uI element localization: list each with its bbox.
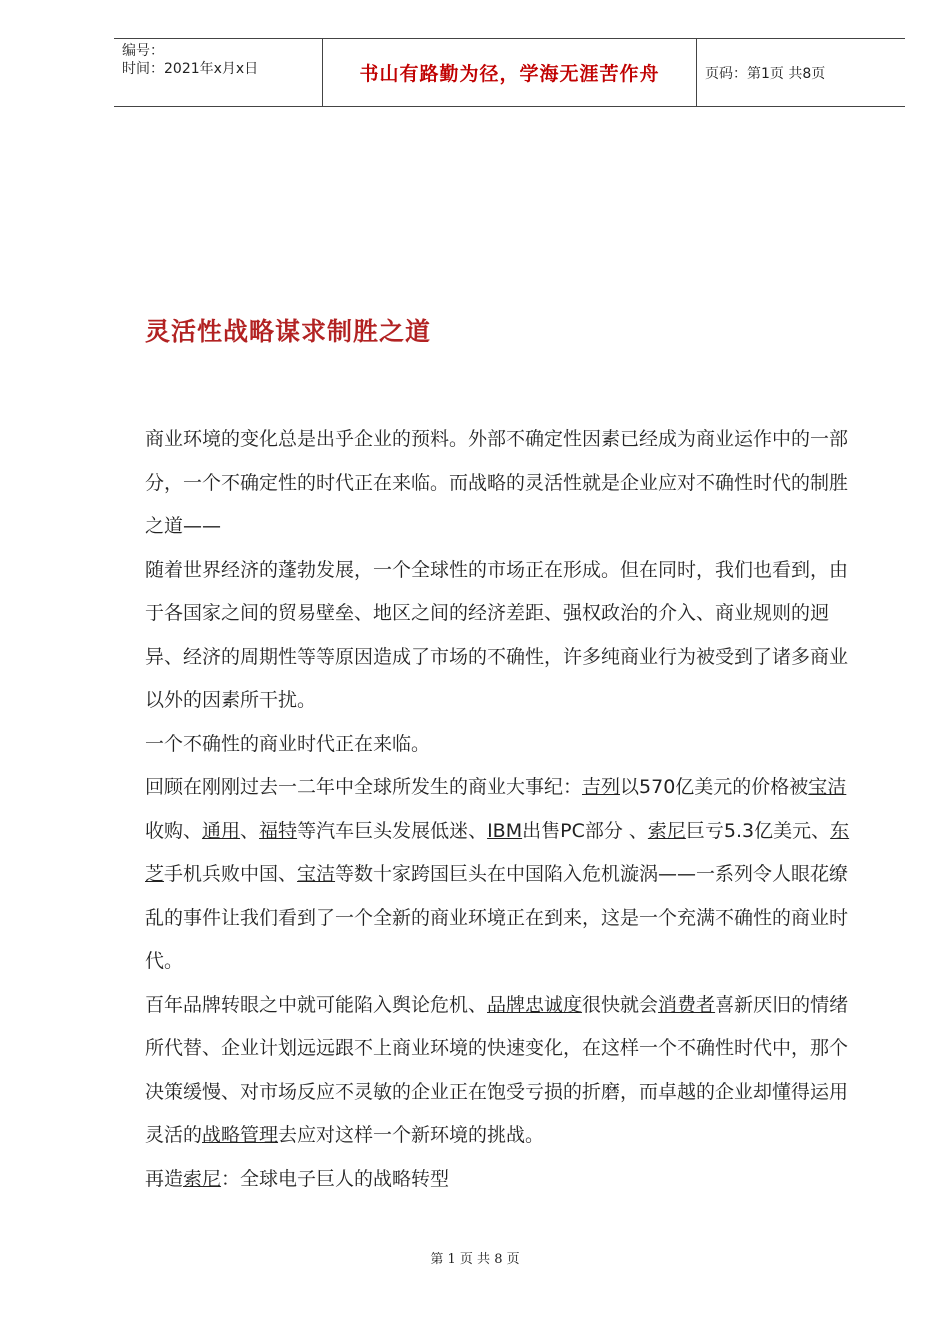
header-page-info-cell bbox=[697, 39, 906, 107]
document-body bbox=[145, 418, 865, 1201]
paragraph-text: 收购、 bbox=[145, 819, 203, 842]
header-page-info: 页码：第1页 共8页 bbox=[705, 65, 826, 82]
body-paragraph bbox=[145, 549, 865, 723]
keyword-link[interactable]: 通用 bbox=[202, 819, 241, 842]
keyword-link[interactable]: 宝洁 bbox=[808, 776, 847, 798]
keyword-link[interactable]: IBM bbox=[487, 819, 523, 842]
paragraph-text: 手机兵败中国、 bbox=[164, 863, 298, 885]
paragraph-text: 喜新厌旧的情绪所代替、企业计划远远跟不上商业环境的快速变化，在这样一个不确性时代中，那个决策缓慢、对市场反应不灵敏的企业正在饱受亏损的折磨，而卓越的企业却懂得运用灵活的 bbox=[145, 993, 849, 1146]
body-paragraph bbox=[145, 766, 865, 984]
paragraph-text: 再造 bbox=[145, 1167, 184, 1190]
keyword-link[interactable]: 消费者 bbox=[658, 993, 716, 1016]
page-footer: 第 1 页 共 8 页 bbox=[430, 1252, 520, 1267]
body-paragraph bbox=[145, 1158, 865, 1202]
paragraph-text: 百年品牌转眼之中就可能陷入舆论危机、 bbox=[145, 993, 488, 1016]
paragraph-text: 去应对这样一个新环境的挑战。 bbox=[278, 1124, 545, 1146]
keyword-link[interactable]: 战略管理 bbox=[202, 1124, 279, 1146]
keyword-link[interactable]: 宝洁 bbox=[297, 863, 336, 885]
paragraph-text: 回顾在刚刚过去一二年中全球所发生的商业大事纪： bbox=[145, 776, 583, 798]
document-title: 灵活性战略谋求制胜之道 bbox=[145, 317, 432, 346]
header-meta bbox=[114, 39, 323, 107]
keyword-link[interactable]: 品牌忠诚度 bbox=[487, 993, 583, 1016]
paragraph-text: ：全球电子巨人的战略转型 bbox=[221, 1167, 450, 1190]
keyword-link[interactable]: 索尼 bbox=[647, 819, 686, 842]
paragraph-text: 商业环境的变化总是出乎企业的预料。外部不确定性因素已经成为商业运作中的一部分，一个不确定性的时代正在来临。而战略的灵活性就是企业应对不确性时代的制胜之道—— bbox=[145, 428, 849, 537]
keyword-link[interactable]: 福特 bbox=[259, 819, 298, 842]
paragraph-text: 等数十家跨国巨头在中国陷入危机漩涡——一系列令人眼花缭乱的事件让我们看到了一个全新的商业环境正在到来，这是一个充满不确性的商业时代。 bbox=[145, 863, 849, 972]
paragraph-text: 随着世界经济的蓬勃发展，一个全球性的市场正在形成。但在同时，我们也看到，由于各国家之间的贸易壁垒、地区之间的经济差距、强权政治的介入、商业规则的迥异、经济的周期性等等原因造成了市场的不确性，许多纯商业行为被受到了诸多商业以外的因素所干扰。 bbox=[145, 558, 849, 711]
keyword-link[interactable]: 索尼 bbox=[183, 1167, 222, 1190]
paragraph-text: 巨亏5.3亿美元、 bbox=[685, 819, 831, 842]
document-time: 时间：2021年x月x日 bbox=[122, 61, 259, 77]
page-header bbox=[114, 38, 905, 107]
header-motto-cell bbox=[323, 39, 697, 107]
paragraph-text: 很快就会 bbox=[582, 993, 659, 1016]
paragraph-text: 一个不确性的商业时代正在来临。 bbox=[145, 732, 431, 755]
body-paragraph bbox=[145, 984, 865, 1158]
paragraph-text: 出售PC部分 、 bbox=[522, 819, 648, 842]
paragraph-text: 等汽车巨头发展低迷、 bbox=[297, 819, 488, 842]
body-paragraph bbox=[145, 418, 865, 549]
keyword-link[interactable]: 东芝 bbox=[145, 819, 850, 885]
keyword-link[interactable]: 吉列 bbox=[582, 776, 621, 798]
body-paragraph bbox=[145, 723, 865, 767]
paragraph-text: 、 bbox=[240, 819, 260, 842]
document-number-label: 编号： bbox=[122, 43, 164, 59]
header-motto: 书山有路勤为径，学海无涯苦作舟 bbox=[359, 63, 660, 85]
paragraph-text: 以570亿美元的价格被 bbox=[620, 776, 809, 798]
